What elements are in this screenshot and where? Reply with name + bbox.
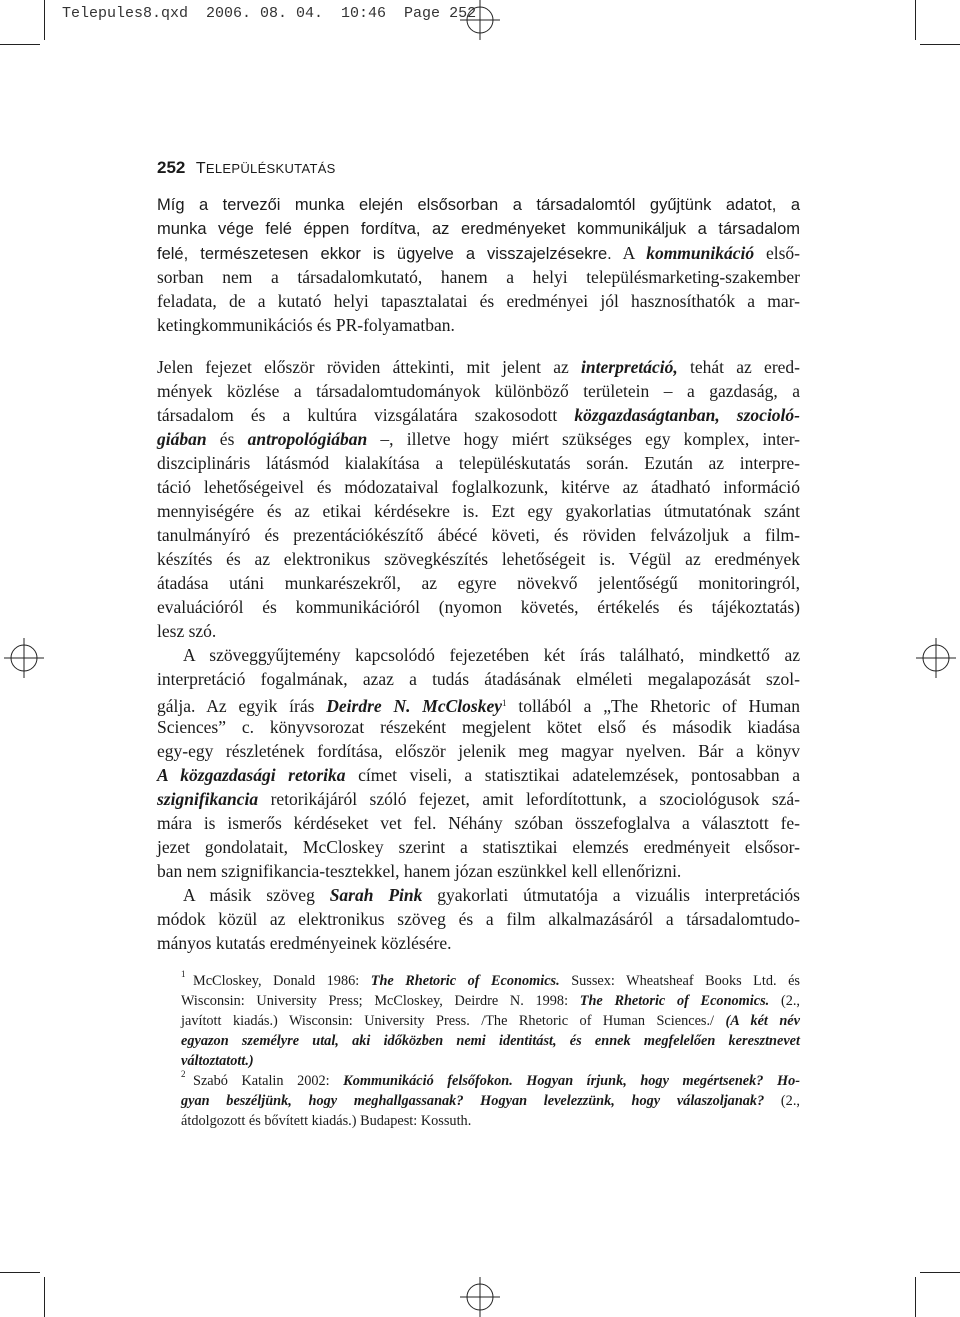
paragraph-1-line-5: feladata, de a kutató helyi tapasztalatai és eredményei jól hasznosíthatók a mar- — [157, 291, 800, 311]
paragraph-2-line-12: lesz szó. — [157, 621, 217, 641]
paragraph-1-line-2: munka vége felé éppen fordítva, az eredményeket kommunikáljuk a társadalom — [157, 220, 800, 238]
paragraph-1-line-6: ketingkommunikációs és PR-folyamatban. — [157, 315, 455, 335]
crop-mark-bottom-left-h — [0, 1272, 40, 1273]
registration-mark-top — [460, 0, 500, 40]
crop-mark-top-left-h — [0, 44, 40, 45]
crop-mark-top-right-v — [915, 0, 916, 40]
paragraph-3-line-2: interpretáció fogalmának, azaz a tudás átadásának elméleti megalapozását szol- — [157, 669, 800, 689]
paragraph-1-line-3: felé, természetesen ekkor is ügyelve a visszajelzésekre. A kommunikáció első- — [157, 243, 800, 263]
term-kommunikacio: kommunikáció — [646, 243, 755, 263]
crop-mark-bottom-right-h — [920, 1272, 960, 1273]
running-header — [157, 158, 336, 178]
paragraph-2-line-10: átadása utáni munkarészekről, az egyre növekvő jelentőségű monitoringról, — [157, 573, 800, 593]
paragraph-2-line-5: diszciplináris látásmód kialakítása a településkutatás során. Ezután az interpre- — [157, 453, 800, 473]
footnote-2-line-1: Szabó Katalin 2002: Kommunikáció felsőfokon. Hogyan írjunk, hogy megértsenek? Ho- — [193, 1073, 800, 1089]
footnote-1-line-2: Wisconsin: University Press; McCloskey, Deirdre N. 1998: The Rhetoric of Economics. (2., — [181, 993, 801, 1009]
footnote-2-number: 2 — [181, 1069, 186, 1079]
paragraph-3-line-3: gálja. Az egyik írás Deirdre N. McCloskey$^1$ tollából a „The Rhetoric of Human — [157, 696, 800, 716]
crop-mark-bottom-left-v — [44, 1277, 45, 1317]
paragraph-3-line-1: A szöveggyűjtemény kapcsolódó fejezetében két írás található, mindkettő az — [183, 645, 800, 665]
paragraph-3-line-7: szignifikancia retorikájáról szóló fejezet, amit lefordítottunk, a szociológusok szá- — [157, 789, 800, 809]
paragraph-1-line-4: sorban nem a társadalomkutató, hanem a helyi településmarketing-szakember — [157, 267, 800, 287]
paragraph-4-line-3: mányos kutatás eredményeinek közlésére. — [157, 933, 452, 953]
paragraph-2-line-4: giában és antropológiában –, illetve hogy miért szükséges egy komplex, inter- — [157, 429, 801, 449]
paragraph-3-line-9: jezet gondolatait, McCloskey szerint a statisztikai elemzés eredményeit elsősor- — [157, 837, 800, 857]
paragraph-2-line-3: társadalom és a kultúra vizsgálatára szakosodott közgazdaságtanban, szocioló- — [157, 405, 800, 425]
paragraph-3-line-6: A közgazdasági retorika címet viseli, a statisztikai adatelemzések, pontosabban a — [157, 765, 800, 785]
paragraph-3-line-4: Sciences” c. könyvsorozat részeként megjelent kötet első és második kiadása — [157, 717, 800, 737]
paragraph-2-line-6: táció lehetőségeivel és módozataival foglalkozunk, kitérve az átadható információ — [157, 477, 800, 497]
footnote-1-number: 1 — [181, 969, 186, 979]
registration-mark-bottom — [460, 1277, 500, 1317]
footnote-1-line-4: egyazon személyre utal, aki időközben nemi identitást, és ennek megfelelően keresztnevet — [181, 1033, 800, 1049]
paragraph-1-line-1: Míg a tervezői munka elején elsősorban a társadalomtól gyűjtünk adatot, a — [157, 196, 800, 214]
paragraph-2-line-9: készítés és az elektronikus szövegkészítés lehetőségeit is. Végül az eredmények — [157, 549, 800, 569]
paragraph-4-line-2: módok közül az elektronikus szöveg és a film alkalmazásáról a társadalomtudo- — [157, 909, 800, 929]
footnote-2-line-2: gyan beszéljünk, hogy meghallgassanak? Hogyan levelezzünk, hogy válaszoljanak? (2., — [181, 1093, 800, 1109]
crop-mark-bottom-right-v — [915, 1277, 916, 1317]
paragraph-3-line-10: ban nem szignifikancia-tesztekkel, hanem józan eszünkkel kell ellenőrizni. — [157, 861, 682, 881]
paragraph-2-line-8: tanulmányíró és prezentációkészítő ábécé követi, és röviden felvázoljuk a film- — [157, 525, 800, 545]
paragraph-3-line-8: mára is ismerős kérdéseket vet fel. Néhány szóban összefoglalva a választott fe- — [157, 813, 800, 833]
page-number: 252 — [157, 158, 186, 177]
footnote-ref-1: 1 — [502, 698, 507, 708]
registration-mark-left — [4, 638, 44, 678]
running-title: TELEPÜLÉSKUTATÁS — [195, 160, 336, 177]
registration-mark-right — [916, 638, 956, 678]
paragraph-2-line-11: evaluációról és kommunikációról (nyomon követés, értékelés és tájékoztatás) — [157, 597, 800, 617]
printer-slug: Telepules8.qxd 2006. 08. 04. 10:46 Page 252 — [62, 5, 477, 22]
crop-mark-top-right-h — [920, 44, 960, 45]
footnote-2-line-3: átdolgozott és bővített kiadás.) Budapest: Kossuth. — [181, 1113, 472, 1129]
footnote-1-line-5: változtatott.) — [181, 1053, 254, 1069]
paragraph-4-line-1: A másik szöveg Sarah Pink gyakorlati útmutatója a vizuális interpretációs — [183, 885, 800, 905]
crop-mark-top-left-v — [44, 0, 45, 40]
paragraph-2-line-1: Jelen fejezet először röviden áttekinti, mit jelent az interpretáció, tehát az ered- — [157, 357, 800, 377]
paragraph-2-line-7: mennyiségére és az etikai kérdésekre is. Ezt egy gyakorlatias útmutatónak szánt — [157, 501, 800, 521]
footnote-1-line-1: McCloskey, Donald 1986: The Rhetoric of Economics. Sussex: Wheatsheaf Books Ltd. és — [193, 973, 800, 989]
paragraph-2-line-2: mények közlése a társadalomtudományok különböző területein – a gazdaság, a — [157, 381, 800, 401]
footnote-1-line-3: javított kiadás.) Wisconsin: University Press. /The Rhetoric of Human Sciences./ (A két név — [181, 1013, 801, 1029]
paragraph-3-line-5: egy-egy részletének fordítása, először jelenik meg magyar nyelven. Bár a könyv — [157, 741, 800, 761]
